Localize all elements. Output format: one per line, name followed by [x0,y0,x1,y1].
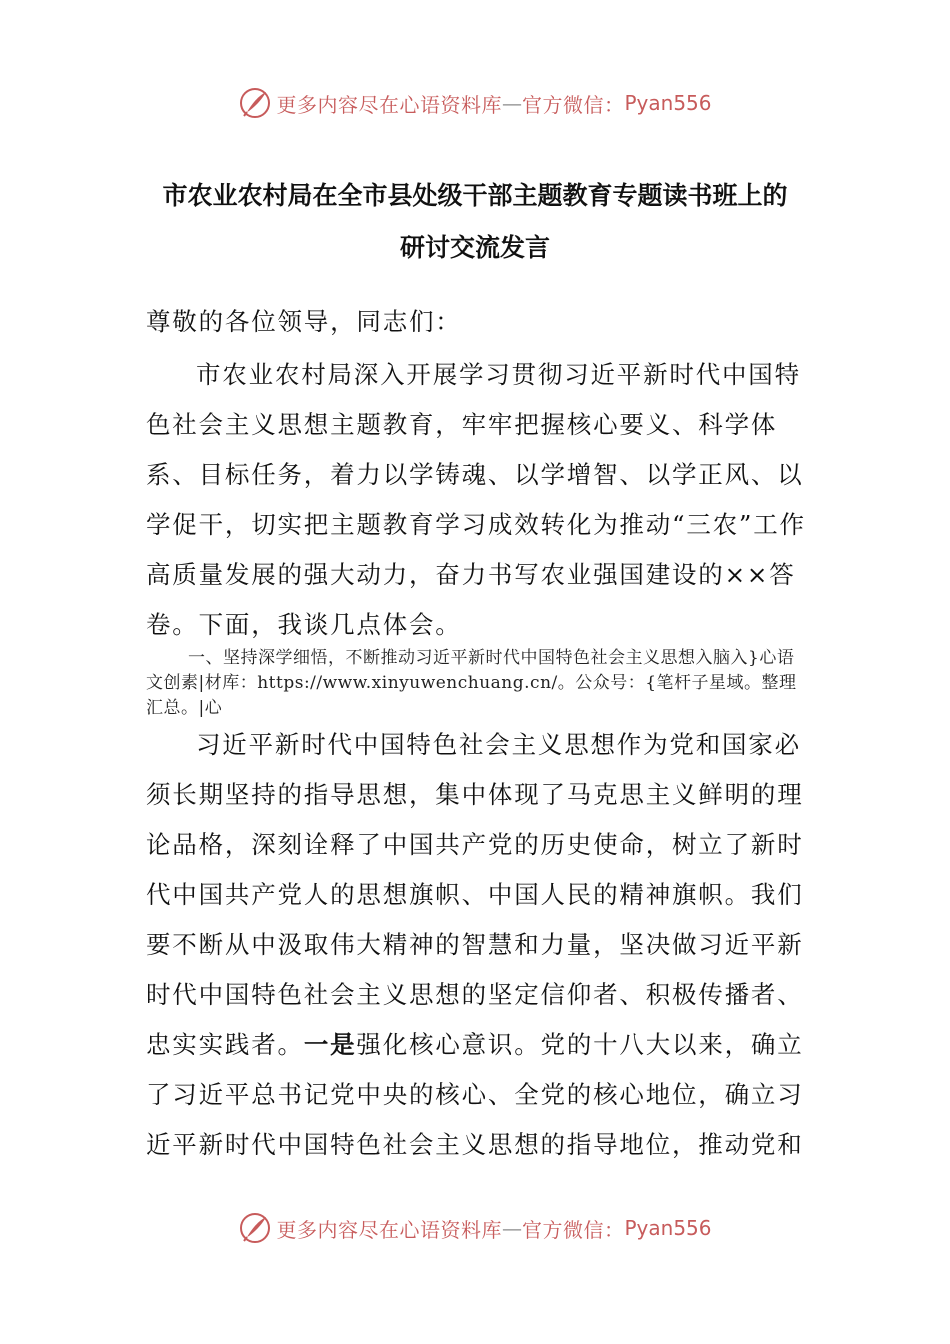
bold-marker: 一是 [303,1030,357,1059]
paragraph-text: 强化核心意识。党的十八大以来，确立了习近平总书记党中央的核心、全党的核心地位，确立习近平新时代中国特色社会主义思想的指导地位，推动党和 [146,1030,804,1159]
bottom-banner [0,1208,950,1248]
banner-separator: — [501,91,522,115]
feather-pen-logo-icon [238,86,272,120]
banner-separator: — [501,1216,522,1240]
salutation: 尊敬的各位领导，同志们： [146,307,462,336]
banner-wechat-id: Pyan556 [624,1216,712,1240]
document-title-line1: 市农业农村局在全市县处级干部主题教育专题读书班上的 [162,181,788,210]
document-title-line2: 研讨交流发言 [399,233,550,262]
banner-wechat-label: 官方微信： [521,1217,625,1242]
section-heading-1: 一、坚持深学细悟，不断推动习近平新时代中国特色社会主义思想入脑入}心语文创素|材库：https://www.xinyuwenchuang.cn/。公众号：{笔杆子星域。整理汇总。|心 [146,648,797,718]
banner-wechat-label: 官方微信： [521,92,625,117]
top-banner [0,83,950,123]
paragraph-section-1 [146,720,810,1170]
feather-pen-logo-icon [238,1211,272,1245]
paragraph-intro: 市农业农村局深入开展学习贯彻习近平新时代中国特色社会主义思想主题教育，牢牢把握核心要义、科学体系、目标任务，着力以学铸魂、以学增智、以学正风、以学促干，切实把主题教育学习成效转化为推动“三农”工作高质量发展的强大动力，奋力书写农业强国建设的××答卷。下面，我谈几点体会。 [146,360,806,639]
paragraph-text: 习近平新时代中国特色社会主义思想作为党和国家必须长期坚持的指导思想，集中体现了马克思主义鲜明的理论品格，深刻诠释了中国共产党的历史使命，树立了新时代中国共产党人的思想旗帜、中国人民的精神旗帜。我们要不断从中汲取伟大精神的智慧和力量，坚决做习近平新时代中国特色社会主义思想的坚定信仰者、积极传播者、忠实实践者。 [146,730,804,1059]
banner-wechat-id: Pyan556 [624,91,712,115]
banner-text: 更多内容尽在心语资料库 [276,92,502,117]
banner-text: 更多内容尽在心语资料库 [276,1217,502,1242]
